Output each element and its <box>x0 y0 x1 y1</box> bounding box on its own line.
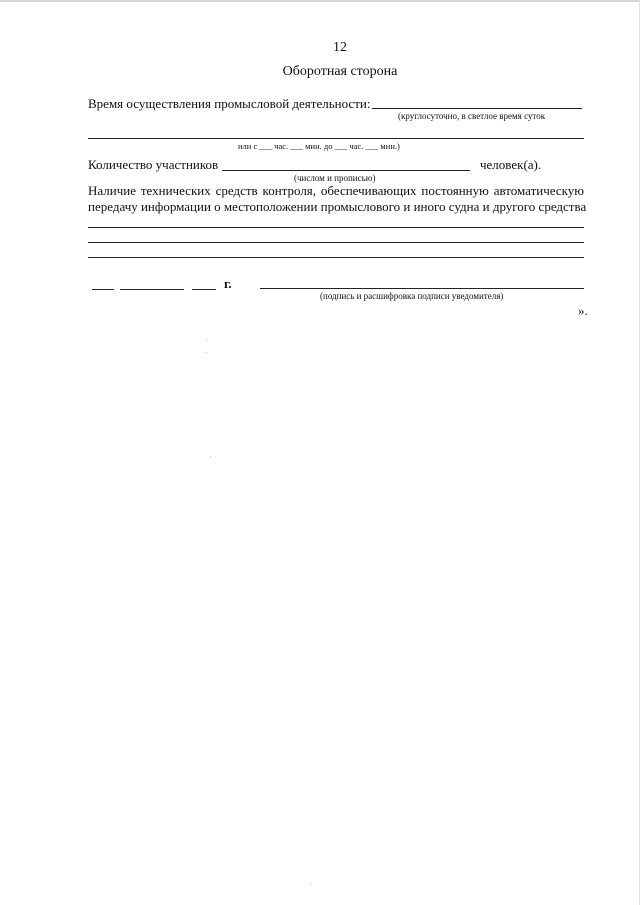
page-number: 12 <box>333 40 347 55</box>
tech-means-input-line-1[interactable] <box>88 227 584 228</box>
time-input-line[interactable] <box>372 108 582 109</box>
tech-means-line-2: передачу информации о местоположении промыслового и иного судна и другого средства <box>88 199 587 214</box>
scan-speck <box>206 352 207 353</box>
participants-unit: человек(а). <box>480 157 542 172</box>
date-year-suffix: г. <box>224 276 232 291</box>
date-day-line[interactable] <box>92 289 114 290</box>
scan-speck <box>210 456 211 457</box>
date-month-line[interactable] <box>120 289 184 290</box>
time-range-note: или с ___ час. ___ мин. до ___ час. ___ мин.) <box>238 141 400 151</box>
tech-means-input-line-3[interactable] <box>88 257 584 258</box>
time-input-line-2[interactable] <box>88 138 584 139</box>
signature-hint: (подпись и расшифровка подписи уведомителя) <box>320 291 504 301</box>
signature-line[interactable] <box>260 288 584 289</box>
scan-speck <box>206 340 207 341</box>
participants-hint: (числом и прописью) <box>294 173 376 183</box>
tech-means-line-1: Наличие технических средств контроля, обеспечивающих постоянную автоматическую <box>88 183 584 198</box>
scan-edge <box>0 0 640 2</box>
participants-label: Количество участников <box>88 157 219 172</box>
participants-input-line[interactable] <box>222 170 470 171</box>
closing-quote: ». <box>578 303 588 318</box>
date-year-line[interactable] <box>192 289 216 290</box>
page-heading: Оборотная сторона <box>282 64 398 79</box>
scan-speck <box>310 884 311 885</box>
time-hint: (круглосуточно, в светлое время суток <box>398 111 546 121</box>
time-label: Время осуществления промысловой деятельности: <box>88 96 371 111</box>
tech-means-input-line-2[interactable] <box>88 242 584 243</box>
